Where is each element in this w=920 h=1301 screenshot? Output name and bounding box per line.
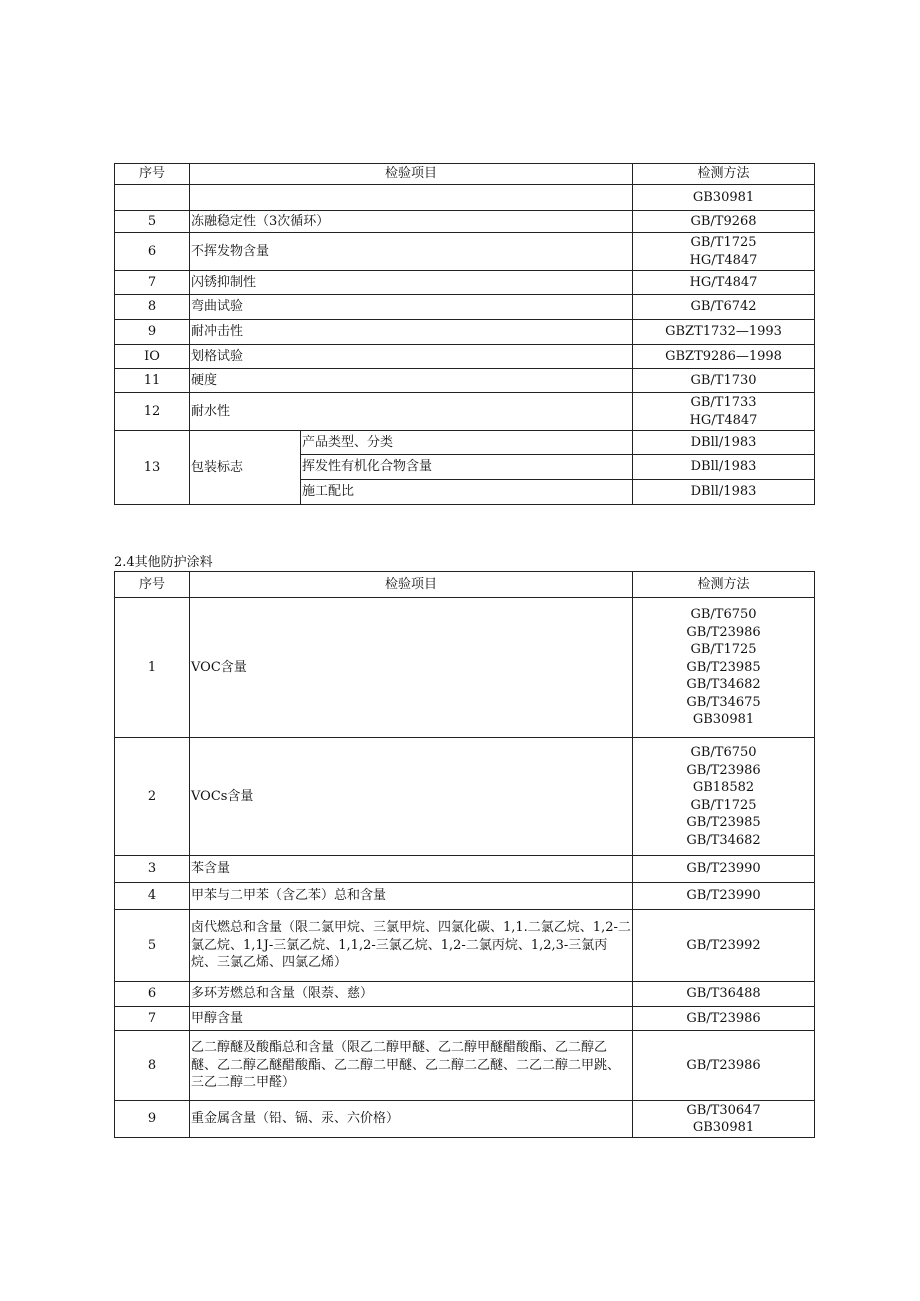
method-line: GB/T23990: [686, 861, 761, 877]
row-number: 5: [115, 211, 190, 233]
method-line: GB/T6742: [690, 299, 757, 315]
header-method: 检测方法: [633, 572, 815, 598]
method-line: GB30981: [692, 712, 755, 728]
table-row: [115, 883, 815, 910]
method-line: GBZT9286—1998: [665, 348, 782, 364]
table-row: [115, 271, 815, 295]
header-method: 检测方法: [633, 164, 815, 185]
method-cell: [633, 910, 815, 982]
method-cell: [633, 883, 815, 910]
table-header-row: [115, 572, 815, 598]
table-row: [115, 185, 815, 211]
table-row: [115, 233, 815, 271]
sub-item: 产品类型、分类: [301, 431, 633, 455]
table-row: [115, 431, 815, 455]
method-line: GB/T1730: [690, 372, 757, 388]
method-line: GB/T9268: [690, 213, 757, 229]
method-cell: [633, 211, 815, 233]
row-number: 8: [115, 1031, 190, 1101]
method-line: GB/T23986: [686, 1010, 761, 1026]
row-item: 划格试验: [190, 345, 633, 369]
header-no: 序号: [115, 164, 190, 185]
method-cell: DBll/1983: [633, 455, 815, 480]
method-line: HG/T4847: [689, 412, 758, 428]
method-line: GB/T34682: [686, 832, 761, 848]
row-number: 7: [115, 1007, 190, 1031]
row-item: 包装标志: [190, 431, 301, 505]
row-number: 13: [115, 431, 190, 505]
row-item: 冻融稳定性（3次循环）: [190, 211, 633, 233]
method-cell: [633, 271, 815, 295]
method-line: GB/T23985: [686, 815, 761, 830]
method-cell: [633, 1031, 815, 1101]
row-item: [190, 185, 633, 211]
method-line: GB/T36488: [686, 986, 761, 1002]
row-number: 9: [115, 320, 190, 345]
header-no: 序号: [115, 572, 190, 598]
row-item: 耐冲击性: [190, 320, 633, 345]
method-line: GB30981: [692, 1120, 755, 1135]
table-row: [115, 982, 815, 1007]
method-cell: [633, 295, 815, 320]
row-item: VOC含量: [190, 598, 633, 738]
row-item: 甲苯与二甲苯（含乙苯）总和含量: [190, 883, 633, 910]
method-cell: [633, 345, 815, 369]
table-row: [115, 320, 815, 345]
method-cell: DBll/1983: [633, 480, 815, 505]
row-item: VOCs含量: [190, 738, 633, 856]
row-item: 甲醇含量: [190, 1007, 633, 1031]
table-row: [115, 910, 815, 982]
header-item: 检验项目: [190, 164, 633, 185]
row-number: 12: [115, 393, 190, 431]
sub-item: 施工配比: [301, 480, 633, 505]
row-number: 8: [115, 295, 190, 320]
method-line: GB/T30647: [686, 1102, 761, 1118]
table-header-row: [115, 164, 815, 185]
row-item: 硬度: [190, 369, 633, 393]
method-line: GB/T1725: [690, 235, 757, 250]
row-number: 4: [115, 883, 190, 910]
method-line: GB/T6750: [690, 745, 757, 760]
method-line: GB/T23985: [686, 659, 761, 675]
method-cell: [633, 598, 815, 738]
row-number: 6: [115, 982, 190, 1007]
table-row: [115, 345, 815, 369]
row-item: 不挥发物含量: [190, 233, 633, 271]
row-item: 弯曲试验: [190, 295, 633, 320]
table-row: [115, 1101, 815, 1138]
test-items-table-2: [114, 571, 815, 1138]
method-line: GB18582: [692, 780, 755, 795]
table-row: [115, 295, 815, 320]
row-number: IO: [115, 345, 190, 369]
table-row: [115, 393, 815, 431]
table-row: [115, 1031, 815, 1101]
section-title: 2.4其他防护涂料: [114, 555, 213, 570]
row-number: 11: [115, 369, 190, 393]
row-number: [115, 185, 190, 211]
method-cell: [633, 393, 815, 431]
method-line: GB/T23986: [686, 1057, 761, 1073]
header-item: 检验项目: [190, 572, 633, 598]
method-cell: [633, 185, 815, 211]
method-line: GB/T34682: [686, 677, 761, 693]
table-row: [115, 1007, 815, 1031]
row-item: 闪锈抑制性: [190, 271, 633, 295]
table-row: [115, 598, 815, 738]
sub-item: 挥发性有机化合物含量: [301, 455, 633, 480]
method-line: GB/T23986: [686, 624, 761, 640]
table-row: [115, 738, 815, 856]
row-number: 2: [115, 738, 190, 856]
method-cell: [633, 233, 815, 271]
method-line: GBZT1732—1993: [665, 324, 782, 340]
table-row: [115, 369, 815, 393]
method-cell: [633, 982, 815, 1007]
method-cell: DBll/1983: [633, 431, 815, 455]
method-line: GB/T23992: [686, 937, 761, 953]
method-cell: [633, 738, 815, 856]
row-number: 5: [115, 910, 190, 982]
method-cell: [633, 856, 815, 883]
method-line: GB/T23990: [686, 888, 761, 904]
test-items-table-1: [114, 163, 815, 505]
method-cell: [633, 369, 815, 393]
row-number: 6: [115, 233, 190, 271]
row-number: 7: [115, 271, 190, 295]
method-line: GB/T1733: [690, 395, 757, 410]
row-item: 重金属含量（铅、镉、汞、六价格）: [190, 1101, 633, 1138]
method-line: GB/T1725: [690, 797, 757, 813]
method-line: GB/T34675: [686, 694, 761, 710]
row-item: 苯含量: [190, 856, 633, 883]
row-item: 卤代燃总和含量（限二氯甲烷、三氯甲烷、四氯化碳、1,1.二氯乙烷、1,2-二氯乙烷、1,1J-三氯乙烷、1,1,2-三氯乙烷、1,2-二氯丙烷、1,2,3-三氯丙烷、三氯乙烯、四氯乙烯）: [190, 910, 633, 982]
method-line: GB/T6750: [690, 607, 757, 623]
table-row: [115, 211, 815, 233]
method-cell: [633, 1007, 815, 1031]
method-line: GB30981: [692, 189, 755, 205]
row-number: 1: [115, 598, 190, 738]
method-cell: [633, 1101, 815, 1138]
row-item: 多环芳燃总和含量（限萘、慈）: [190, 982, 633, 1007]
method-line: GB/T1725: [690, 642, 757, 658]
row-number: 9: [115, 1101, 190, 1138]
row-item: 耐水性: [190, 393, 633, 431]
row-item: 乙二醇醚及酸酯总和含量（限乙二醇甲醚、乙二醇甲醚醋酸酯、乙二醇乙醚、乙二醇乙醚醋酸酯、乙二醇二甲醚、乙二醇二乙醚、二乙二醇二甲跳、三乙二醇二甲醛）: [190, 1031, 633, 1101]
method-line: HG/T4847: [689, 274, 758, 290]
method-line: GB/T23986: [686, 762, 761, 778]
table-row: [115, 856, 815, 883]
method-line: HG/T4847: [689, 252, 758, 268]
row-number: 3: [115, 856, 190, 883]
method-cell: [633, 320, 815, 345]
